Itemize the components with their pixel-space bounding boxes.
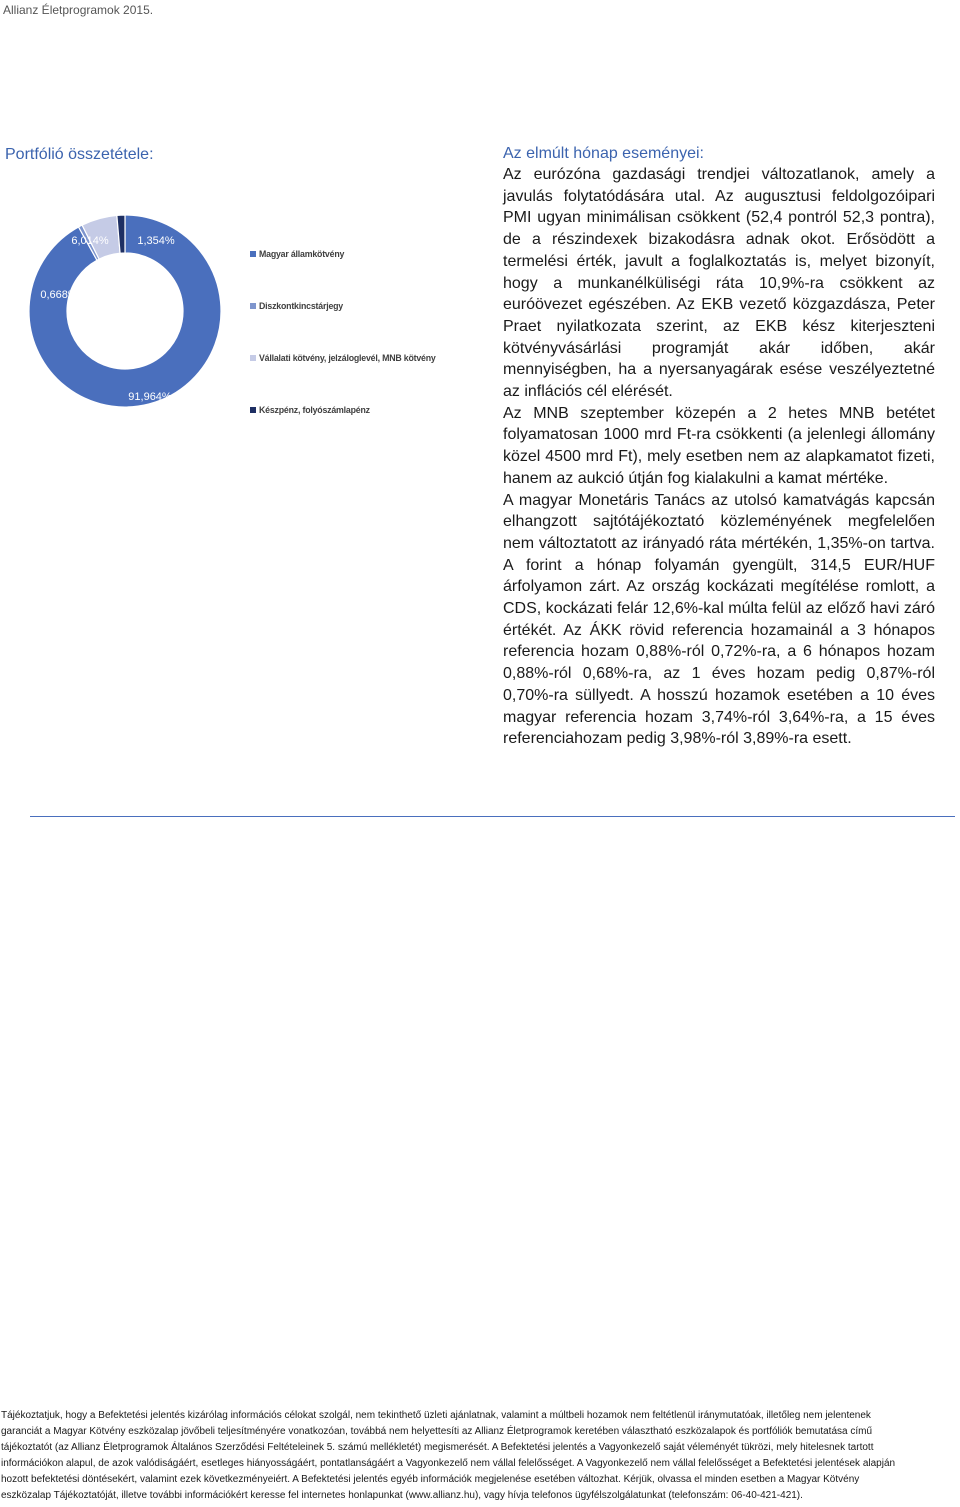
disclaimer-text: Tájékoztatjuk, hogy a Befektetési jelentés kizárólag információs célokat szolgál, nem tekinthető üzleti ajánlatnak, valamint a múltbeli hozamok nem feltétlenül iránymutatóak, illetőleg nem jelentenek garanciát a Magyar Kötvény eszközalap jövőbeli teljesítményére vonatkozóan, továbbá nem helyettesíti az Allianz Életprogramok keretében választható eszközalapok és portfóliók bemutatása című tájékoztatót (az Allianz Életprogramok Általános Szerződési Feltételeinek 5. számú mellékletét) megismerését. A Befektetési jelentés a Vagyonkezelő saját véleményét tükrözi, mely hitelesnek tartott információkon alapul, de azok valódiságáért, esetleges hiányosságáért, pontatlanságáért a Vagyonkezelő nem vállal felelősséget. A Vagyonkezelő nem vállal felelősséget a Befektetési jelentések alapján hozott befektetési döntésekért, valamint ezek következményeiért. A Befektetési jelentés egyéb információk megjelenése esetében változhat. Kérjük, olvassa el minden esetben a Magyar Kötvény eszközalap Tájékoztatóját, illetve további információkért keresse fel internetes honlapunkat (www.allianz.hu), vagy hívja telefonos ügyfélszolgálatunkat (telefonszám: 06-40-421-421).: [1, 1410, 896, 1501]
slice-label-government-bonds: 91,964%: [128, 391, 172, 403]
document-header: Allianz Életprogramok 2015.: [3, 3, 154, 17]
legend-swatch: [250, 407, 256, 413]
portfolio-title: Portfólió összetétele:: [5, 146, 154, 163]
legend-swatch: [250, 355, 256, 361]
legend-swatch: [250, 251, 256, 257]
events-paragraph: Az MNB szeptember közepén a 2 hetes MNB betétet folyamatosan 1000 mrd Ft-ra csökkenti (a jelenlegi állomány közel 4500 mrd Ft), mely esetben nem az alapkamatot fizeti, hanem az aukció útján fog kialakulni a kamat mértéke.: [503, 404, 935, 487]
section-divider: [30, 816, 955, 817]
legend-label: Magyar államkötvény: [259, 249, 345, 259]
donut-slices: [29, 215, 221, 407]
portfolio-donut-chart: [0, 200, 240, 430]
legend-item-cash: [250, 404, 370, 416]
slice-label-cash: 1,354%: [137, 235, 175, 247]
legend-item-government-bonds: [250, 248, 344, 260]
legend-label: Készpénz, folyószámlapénz: [259, 405, 370, 415]
legend-swatch: [250, 303, 256, 309]
legend-item-corporate-bonds: [250, 352, 436, 364]
events-paragraph: Az eurózóna gazdasági trendjei változatlanok, amely a javulás folytatódására utal. Az augusztusi feldolgozóipari PMI ugyan minimálisan csökkent (52,4 pontról 52,3 pontra), de a részindexek bizakodásra adnak okot. Erősödött a termelési érték, javult a foglalkoztatás is, melyet bizonyít, hogy a munkanélküliségi ráta 10,9%-ra csökkent az euróövezet egészében. Az EKB vezető közgazdásza, Peter Praet nyilatkozata szerint, az EKB kész kiterjeszteni kötvényvásárlási programját akár időben, akár mennyiségben, ha a nyersanyagárak esése veszélyeztetné az inflációs cél elérését.: [503, 166, 935, 401]
legend-item-discount-treasury-bills: [250, 300, 343, 312]
legend-label: Diszkontkincstárjegy: [259, 301, 343, 311]
events-heading: Az elmúlt hónap eseményei:: [503, 145, 704, 162]
slice-label-corporate-bonds: 6,014%: [71, 235, 109, 247]
monthly-events-section: [503, 144, 935, 750]
slice-label-discount-treasury-bills: 0,668%: [40, 289, 78, 301]
events-paragraph: A magyar Monetáris Tanács az utolsó kamatvágás kapcsán elhangzott sajtótájékoztató közleményének megfelelően nem változtatott az irányadó ráta mértékén, 1,35%-on tartva. A forint a hónap folyamán gyengült, 314,5 EUR/HUF árfolyamon zárt. Az ország kockázati megítélése romlott, a CDS, kockázati felár 12,6%-kal múlta felül az előző havi záró értékét. Az ÁKK rövid referencia hozamainál a 3 hónapos referencia hozam 0,88%-ról 0,72%-ra, a 6 hónapos hozam 0,88%-ról 0,68%-ra, az 1 éves hozam pedig 0,87%-ról 0,70%-ra süllyedt. A hosszú hozamok esetében a 10 éves magyar referencia hozam 3,74%-ról 3,64%-ra, a 15 éves referenciahozam pedig 3,98%-ról 3,89%-ra esett.: [503, 491, 935, 748]
legend-label: Vállalati kötvény, jelzáloglevél, MNB kötvény: [259, 353, 436, 363]
